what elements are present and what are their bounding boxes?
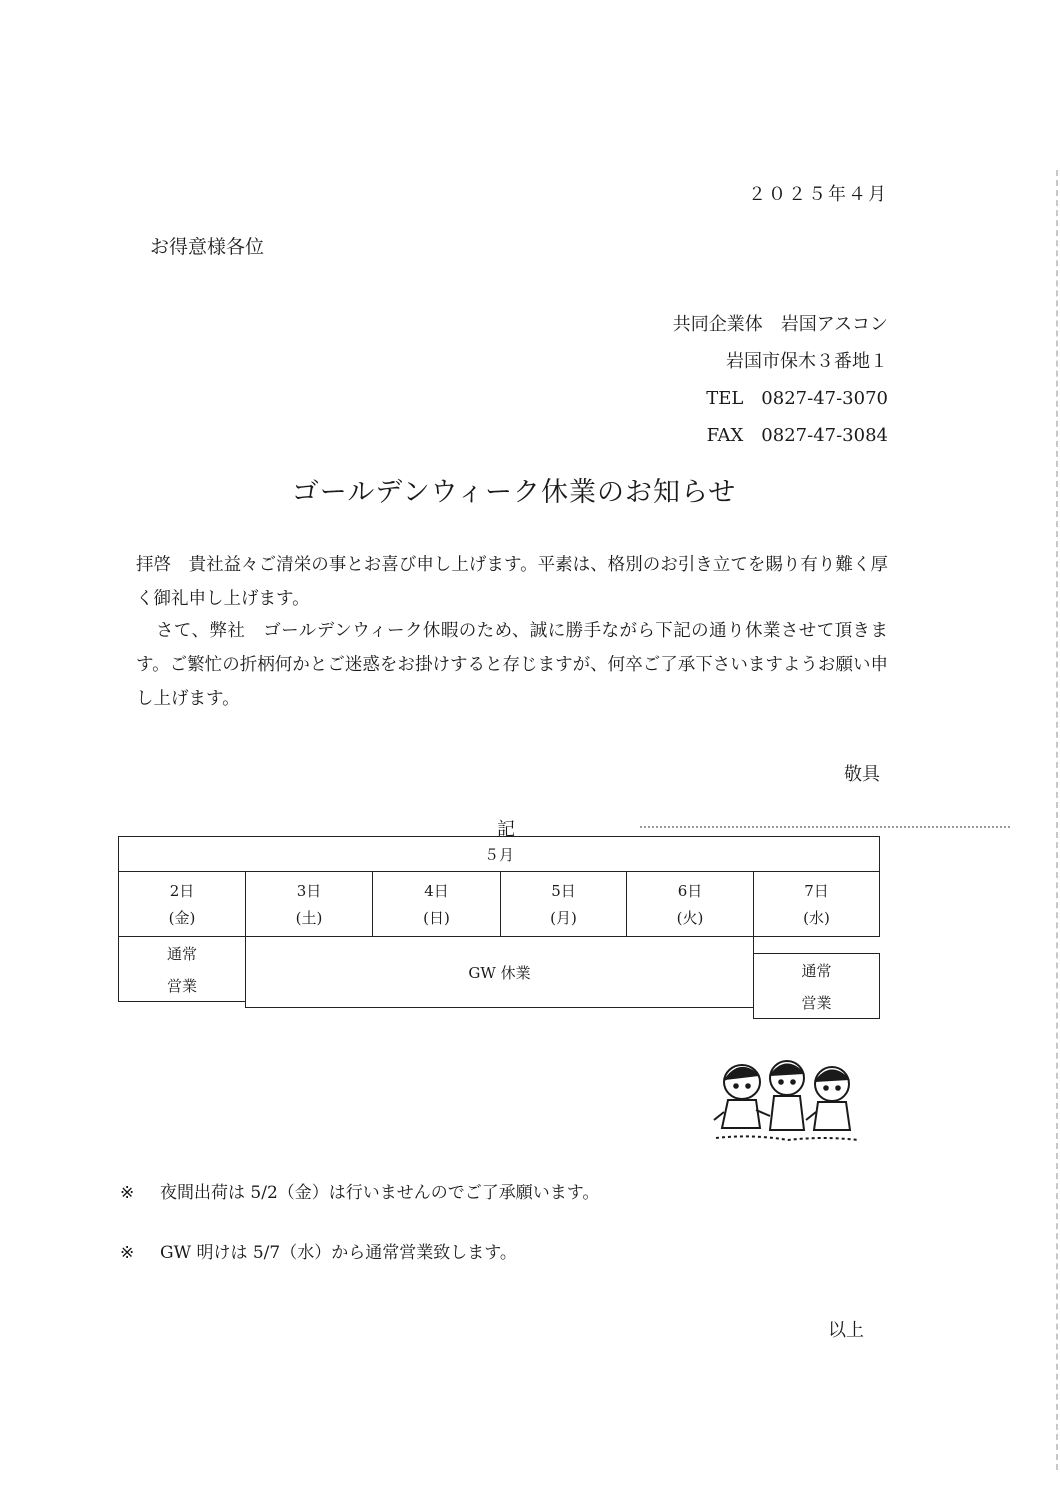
note-reopening (120, 1238, 517, 1263)
ki-heading: 記 (497, 819, 515, 840)
scan-noise-line (640, 826, 1010, 828)
status-after-line2: 営業 (801, 994, 832, 1012)
holiday-schedule-table (118, 836, 884, 1022)
day-date: 5日 (551, 882, 576, 900)
day-date: 4日 (424, 882, 449, 900)
status-before-cell (118, 936, 246, 1002)
sender-block (673, 306, 888, 454)
day-date: 3日 (296, 882, 322, 900)
note-mark: ※ (120, 1243, 135, 1263)
day-cell (753, 871, 880, 937)
note-night-shipping (120, 1178, 599, 1203)
note-mark: ※ (120, 1183, 135, 1203)
day-cell (500, 871, 627, 937)
note-text: 夜間出荷は 5/2（金）は行いませんのでご了承願います。 (160, 1183, 600, 1203)
day-weekday: (月) (550, 909, 577, 927)
three-children-illustration (712, 1050, 862, 1145)
scan-edge-line (1056, 170, 1058, 1470)
notice-paragraph: さて、弊社 ゴールデンウィーク休暇のため、誠に勝手ながら下記の通り休業させて頂きます。ご繁忙の折柄何かとご迷惑をお掛けすると存じますが、何卒ご了承下さいますようお願い申し上げます。 (136, 621, 888, 709)
document-date: ２０２５年４月 (748, 184, 888, 205)
notice-title: ゴールデンウィーク休業のお知らせ (291, 477, 737, 508)
day-date: 2日 (169, 882, 195, 900)
day-weekday: (土) (295, 909, 323, 927)
sender-company: 共同企業体 岩国アスコン (672, 314, 888, 335)
greeting-paragraph: 拝啓 貴社益々ご清栄の事とお喜び申し上げます。平素は、格別のお引き立てを賜り有り難く厚く御礼申し上げます。 (136, 555, 888, 609)
sender-fax: FAX 0827-47-3084 (706, 425, 888, 446)
day-cell (118, 871, 246, 937)
day-cell (626, 871, 754, 937)
day-weekday: (金) (168, 909, 196, 927)
status-after-line1: 通常 (801, 962, 832, 980)
day-date: 6日 (677, 882, 703, 900)
day-cell (372, 871, 501, 937)
status-before-line2: 営業 (166, 977, 197, 995)
status-before-line1: 通常 (166, 945, 197, 963)
schedule-month: ５月 (118, 836, 880, 872)
day-weekday: (火) (676, 909, 704, 927)
sender-address: 岩国市保木３番地１ (726, 351, 888, 372)
gw-holiday-cell: GW 休業 (245, 936, 754, 1008)
closing-word: 敬具 (844, 764, 880, 785)
day-weekday: (日) (423, 909, 450, 927)
status-after-cell (753, 953, 880, 1019)
day-weekday: (水) (803, 909, 830, 927)
day-date: 7日 (804, 882, 829, 900)
end-mark: 以上 (828, 1320, 864, 1341)
day-cell (245, 871, 373, 937)
recipient: お得意様各位 (150, 236, 265, 258)
note-text: GW 明けは 5/7（水）から通常営業致します。 (160, 1243, 517, 1263)
sender-tel: TEL 0827-47-3070 (706, 388, 888, 409)
